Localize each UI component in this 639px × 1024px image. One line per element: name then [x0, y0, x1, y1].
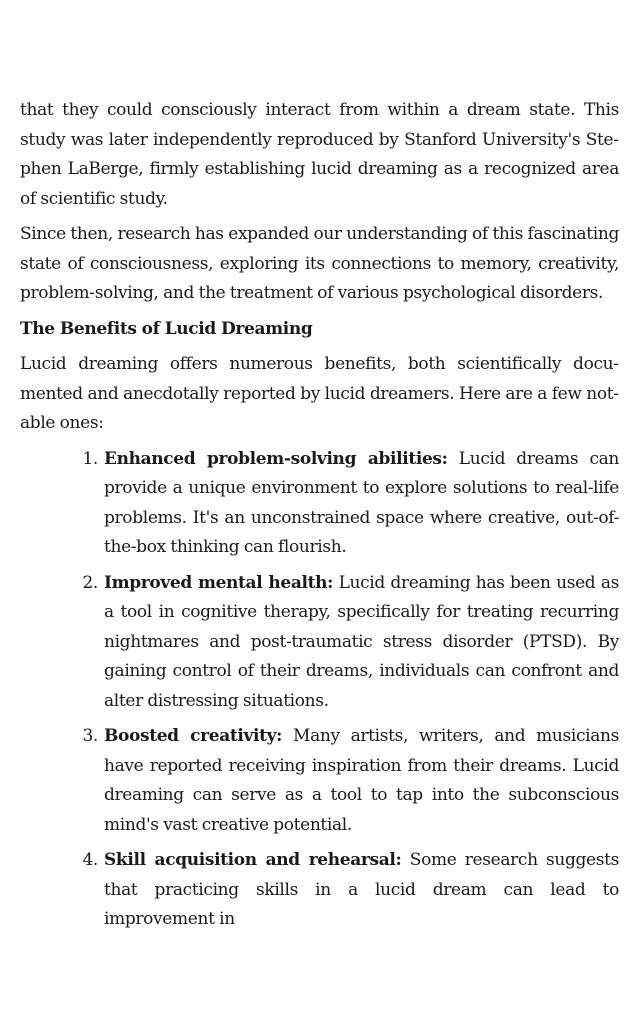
list-number: 4. [82, 850, 98, 870]
list-item [82, 722, 619, 840]
benefit-term: Boosted creativity: [104, 726, 283, 746]
benefit-text: Lucid dreaming has been used as a tool in cognitive therapy, specifically for treating recurring nightmares and post-traumatic stress disorder (PTSD). By gaining control of their dreams, individuals can confront and alter distressing situations. [104, 572, 619, 711]
benefits-list [20, 445, 619, 935]
benefit-term: Enhanced problem-solving abilities: [104, 448, 448, 469]
benefit-term: Improved mental health: [104, 572, 334, 593]
paragraph-study-reproduced: that they could consciously interact from within a dream state. This study was later independently reproduced by Stanford University's Stephen LaBerge, firmly establishing lucid dreaming as a recognized area of scientific study. [20, 100, 619, 209]
list-number: 2. [82, 572, 98, 593]
list-item [82, 445, 620, 563]
benefit-text: Some research suggests that practicing skills in a lucid dream can lead to improvement in [104, 850, 619, 929]
benefit-term: Skill acquisition and rehearsal: [104, 850, 402, 870]
list-number: 1. [82, 448, 98, 469]
benefit-text: Many artists, writers, and musicians have reported receiving inspiration from their dreams. Lucid dreaming can serve as a tool to tap into the subconscious mind's vast creative potential. [104, 726, 619, 835]
benefit-text: Lucid dreams can provide a unique environment to explore solutions to real-life problems. It's an unconstrained space where creative, out-of-the-box thinking can flourish. [104, 448, 620, 557]
list-number: 3. [82, 726, 98, 746]
list-item [82, 569, 619, 717]
list-item [82, 846, 619, 935]
section-intro: Lucid dreaming offers numerous benefits, both scientifically documented and anecdotally reported by lucid dreamers. Here are a few notable ones: [20, 354, 619, 433]
paragraph-research-expanded: Since then, research has expanded our understanding of this fascinating state of consciousness, exploring its connections to memory, creativity, problem-solving, and the treatment of various psychological disorders. [20, 224, 619, 303]
document-page [20, 96, 619, 941]
section-heading: The Benefits of Lucid Dreaming [20, 318, 313, 339]
